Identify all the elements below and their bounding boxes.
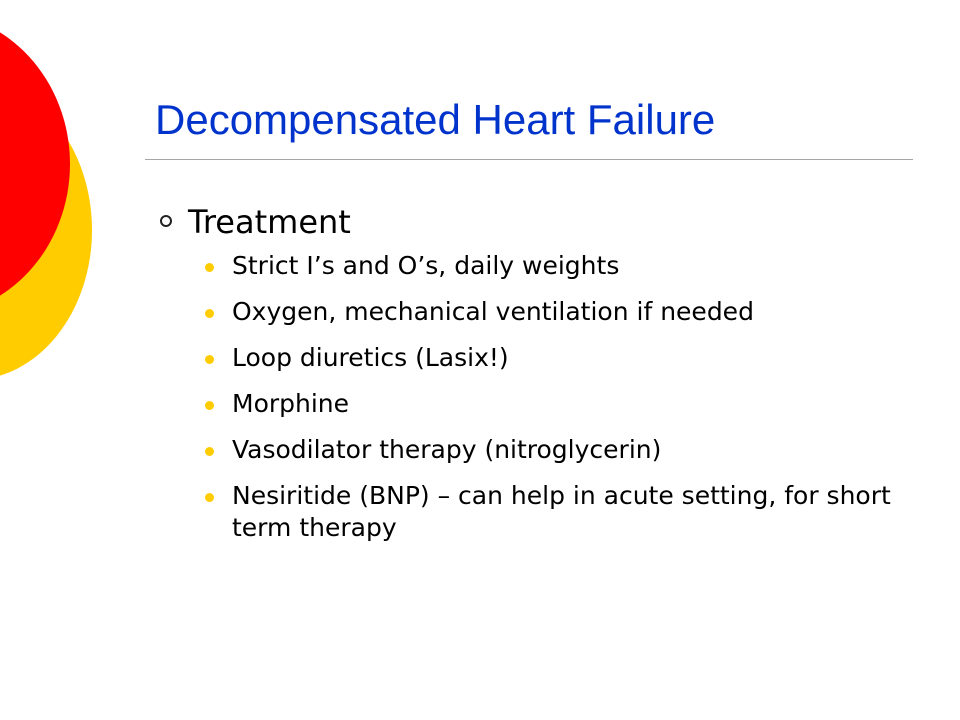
yellow-dot-bullet-icon	[205, 447, 214, 456]
sub-bullet-nesiritide	[204, 480, 920, 544]
sub-bullet-text: Oxygen, mechanical ventilation if needed	[232, 297, 754, 326]
sub-bullet-text: Morphine	[232, 389, 350, 418]
sub-bullet-strict-ios	[204, 250, 920, 282]
sub-bullet-text: Loop diuretics (Lasix!)	[232, 343, 509, 372]
sub-bullet-morphine	[204, 388, 920, 420]
slide-body	[160, 200, 920, 558]
yellow-dot-bullet-icon	[205, 263, 214, 272]
bullet-treatment-label: Treatment	[188, 203, 351, 241]
yellow-dot-bullet-icon	[205, 401, 214, 410]
sub-bullet-text: Strict I’s and O’s, daily weights	[232, 251, 620, 280]
sub-bullet-vasodilator	[204, 434, 920, 466]
yellow-dot-bullet-icon	[205, 309, 214, 318]
sub-bullet-oxygen	[204, 296, 920, 328]
yellow-dot-bullet-icon	[205, 355, 214, 364]
title-divider	[145, 159, 913, 160]
slide-title: Decompensated Heart Failure	[155, 96, 716, 143]
yellow-dot-bullet-icon	[205, 493, 214, 502]
treatment-sub-bullets	[160, 250, 920, 544]
sub-bullet-text: Nesiritide (BNP) – can help in acute setting, for short term therapy	[232, 481, 891, 542]
hollow-circle-bullet-icon	[160, 215, 172, 227]
sub-bullet-text: Vasodilator therapy (nitroglycerin)	[232, 435, 662, 464]
bullet-treatment	[160, 200, 920, 244]
sub-bullet-loop-diuretics	[204, 342, 920, 374]
